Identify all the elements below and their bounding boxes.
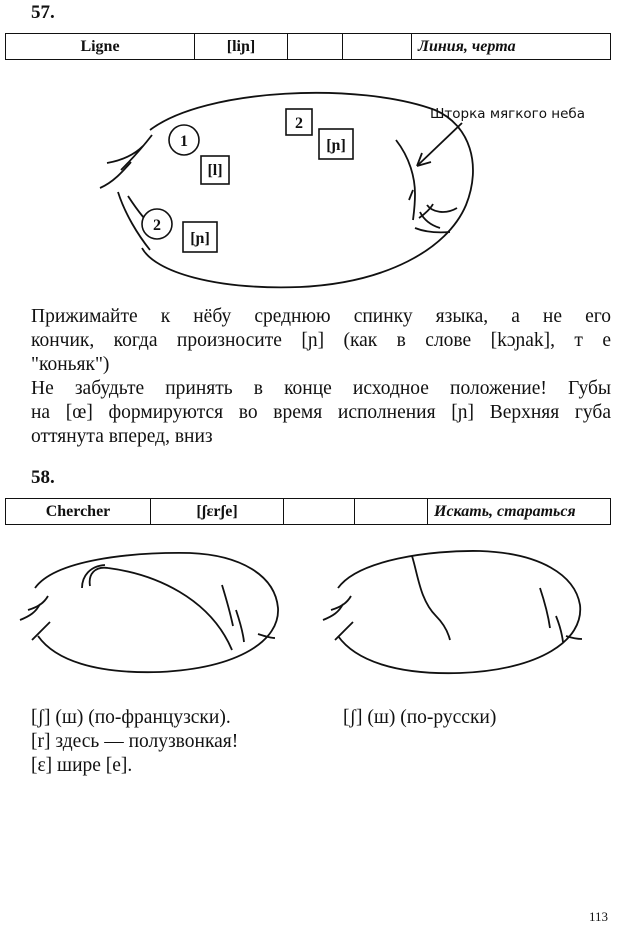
page-number: 113	[588, 909, 608, 924]
paragraph-line: на [œ] формируются во время исполнения [ɲ] Верхняя губа	[31, 402, 611, 423]
marker-1: 1	[180, 133, 188, 150]
word-cell: Ligne	[6, 34, 195, 60]
marker-2: 2	[153, 217, 161, 234]
paragraph-line: оттянута вперед, вниз	[31, 426, 213, 447]
exercise-58-number: 58.	[31, 467, 55, 488]
ipa-cell: [liɲ]	[195, 34, 288, 60]
sound-box-l: [l]	[207, 162, 223, 179]
marker-2-box: 2	[295, 115, 303, 132]
sound-box-gn-upper: [ɲ]	[326, 137, 346, 154]
translation-cell: Искать, стараться	[428, 499, 611, 525]
paragraph-line: Прижимайте к нёбу среднюю спинку языка, а не его	[31, 306, 611, 327]
word-cell: Chercher	[6, 499, 151, 525]
note-r-semivoiced: [r] здесь — полузвонкая!	[31, 731, 239, 752]
paragraph-line: "коньяк")	[31, 354, 110, 375]
note-epsilon-wider: [ɛ] шире [e].	[31, 755, 133, 776]
ipa-cell: [ʃɛrʃe]	[151, 499, 284, 525]
velum-annotation: Шторка мягкого неба	[430, 106, 586, 122]
paragraph-line: Не забудьте принять в конце исходное положение! Губы	[31, 378, 611, 399]
translation-cell: Линия, черта	[412, 34, 611, 60]
note-russian-sh: [ʃ] (ш) (по-русски)	[343, 707, 497, 728]
exercise-57-number: 57.	[31, 2, 55, 23]
note-french-sh: [ʃ] (ш) (по-французски).	[31, 707, 231, 728]
sound-box-gn-lower: [ɲ]	[190, 230, 210, 247]
paragraph-line: кончик, когда произносите [ɲ] (как в слове [kɔɲak], т е	[31, 330, 611, 351]
